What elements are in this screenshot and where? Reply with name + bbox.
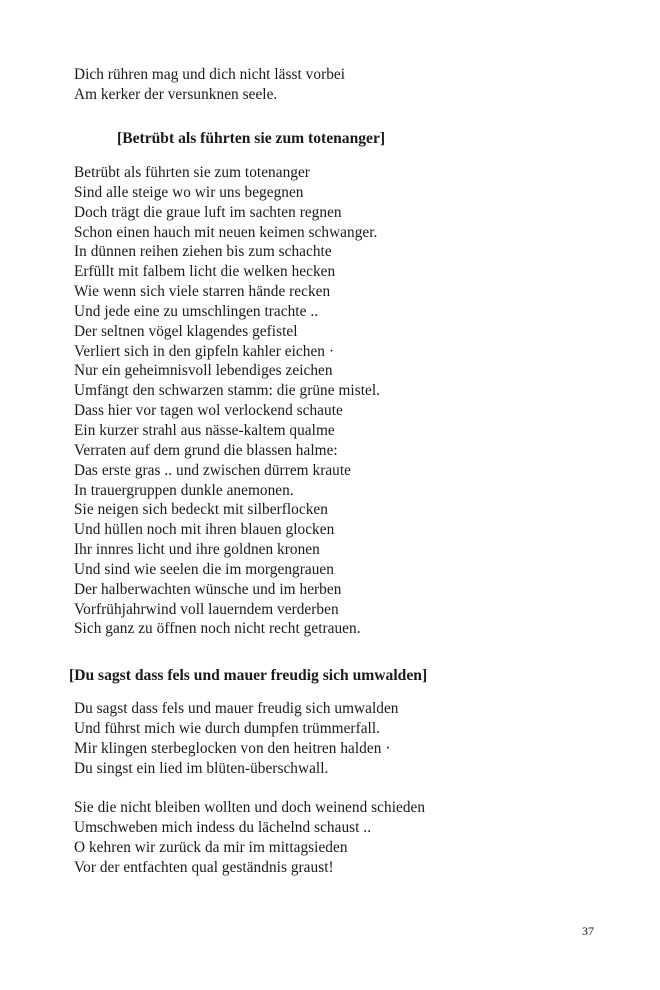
stanza	[74, 798, 425, 877]
verse-line: Vorfrühjahrwind voll lauerndem verderben	[74, 600, 339, 618]
verse-line: Ein kurzer strahl aus nässe-kaltem qualme	[74, 421, 335, 439]
verse-line: Schon einen hauch mit neuen keimen schwanger.	[74, 223, 378, 241]
verse-line: Der halberwachten wünsche und im herben	[74, 580, 342, 598]
verse-line: Umschweben mich indess du lächelnd schaust ..	[74, 818, 372, 836]
verse-line: Ihr innres licht und ihre goldnen kronen	[74, 541, 320, 559]
verse-line: Nur ein geheimnisvoll lebendiges zeichen	[74, 362, 333, 380]
verse-line: Und hüllen noch mit ihren blauen glocken	[74, 521, 335, 539]
verse-line: Du singst ein lied im blüten-überschwall.	[74, 759, 329, 777]
stanza	[74, 699, 399, 778]
verse-line: Und führst mich wie durch dumpfen trümmerfall.	[74, 719, 381, 737]
verse-line: Verraten auf dem grund die blassen halme:	[74, 441, 338, 459]
verse-line: Dass hier vor tagen wol verlockend schaute	[74, 402, 343, 420]
verse-line: Mir klingen sterbeglocken von den heitren halden ·	[74, 739, 391, 757]
verse-line: Der seltnen vögel klagendes gefistel	[74, 322, 298, 340]
verse-line: Erfüllt mit falbem licht die welken hecken	[74, 263, 336, 281]
verse-line: Das erste gras .. und zwischen dürrem kraute	[74, 461, 352, 479]
page-number: 37	[582, 924, 594, 938]
verse-line: Dich rühren mag und dich nicht lässt vorbei	[74, 66, 346, 83]
verse-line: Verliert sich in den gipfeln kahler eichen ·	[74, 342, 335, 360]
poem-title: [Betrübt als führten sie zum totenanger]	[117, 130, 386, 147]
verse-line: Sie die nicht bleiben wollten und doch weinend schieden	[74, 799, 426, 816]
verse-line: Und sind wie seelen die im morgengrauen	[74, 560, 334, 578]
verse-line: Du sagst dass fels und mauer freudig sich umwalden	[74, 700, 399, 717]
verse-line: Sich ganz zu öffnen noch nicht recht getrauen.	[74, 620, 361, 638]
verse-line: Sind alle steige wo wir uns begegnen	[74, 183, 304, 201]
verse-line: Vor der entfachten qual geständnis graust!	[74, 858, 334, 876]
verse-line: O kehren wir zurück da mir im mittagsieden	[74, 838, 348, 856]
verse-line: Doch trägt die graue luft im sachten regnen	[74, 203, 342, 221]
verse-line: Am kerker der versunknen seele.	[74, 85, 278, 103]
poem-body	[74, 163, 380, 639]
poem-title: [Du sagst dass fels und mauer freudig sich umwalden]	[69, 667, 428, 684]
verse-line: In trauergruppen dunkle anemonen.	[74, 481, 294, 499]
verse-line: In dünnen reihen ziehen bis zum schachte	[74, 243, 332, 261]
opening-lines	[74, 65, 345, 105]
verse-line: Sie neigen sich bedeckt mit silberflocken	[74, 501, 328, 519]
verse-line: Umfängt den schwarzen stamm: die grüne mistel.	[74, 382, 381, 400]
verse-line: Betrübt als führten sie zum totenanger	[74, 164, 310, 181]
verse-line: Und jede eine zu umschlingen trachte ..	[74, 302, 319, 320]
verse-line: Wie wenn sich viele starren hände recken	[74, 283, 331, 301]
